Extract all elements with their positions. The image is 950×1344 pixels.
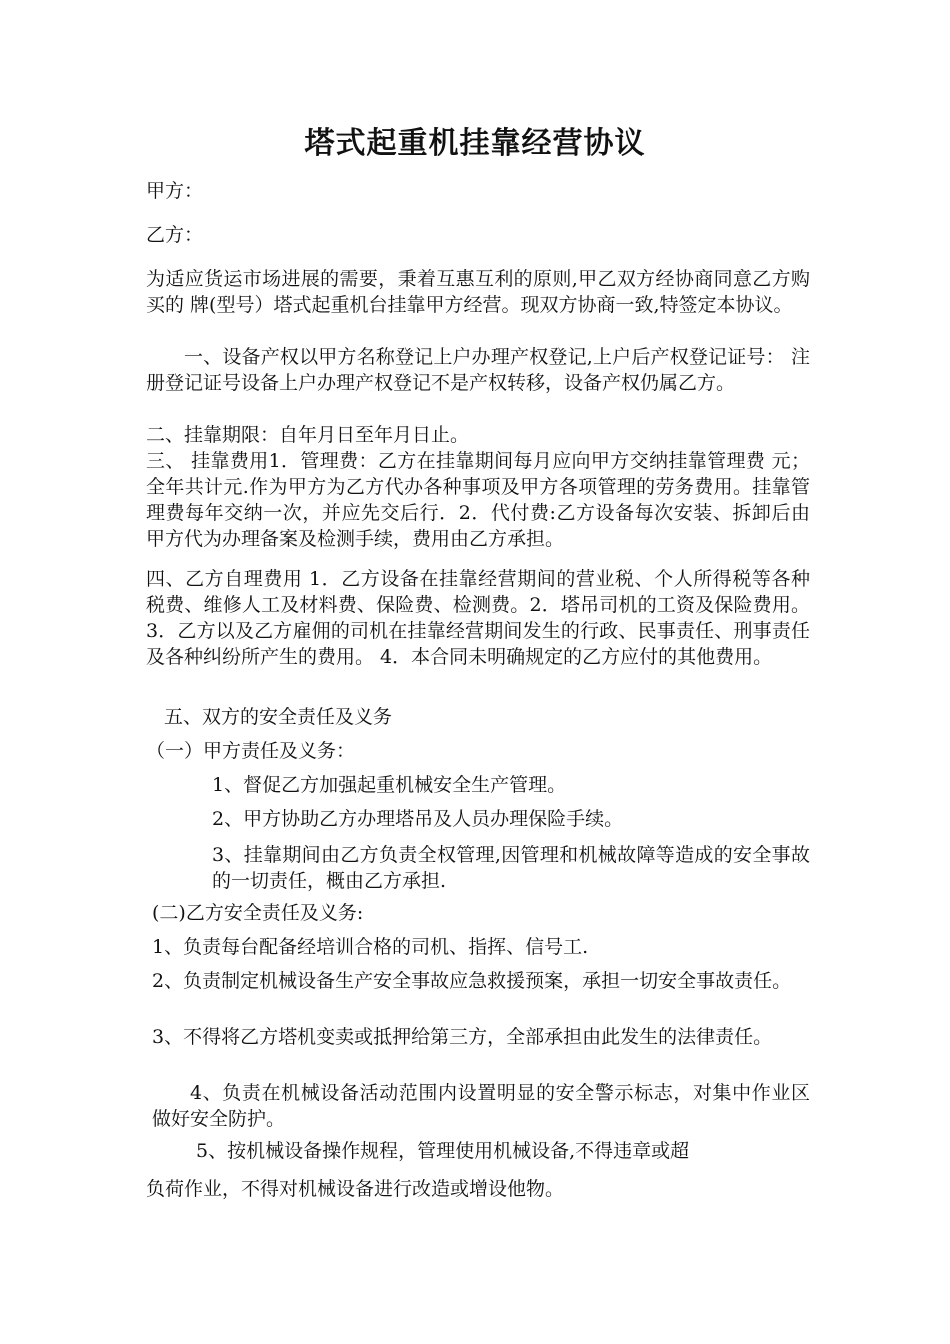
section-party-b-duties: (二)乙方安全责任及义务: [152, 902, 364, 924]
clause-3: 三、 挂靠费用1．管理费：乙方在挂靠期间每月应向甲方交纳挂靠管理费 元；全年共计元.作为甲方为乙方代办各种事项及甲方各项管理的劳务费用。挂靠管理费每年交纳一次，并应先交后行．2．代付费:乙方设备每次安装、拆卸后由甲方代为办理备案及检测手续，费用由乙方承担。 [146, 450, 810, 550]
party-b-duty-5-line2: 负荷作业，不得对机械设备进行改造或增设他物。 [146, 1178, 565, 1200]
party-a-duty-2: 2、甲方协助乙方办理塔吊及人员办理保险手续。 [212, 808, 624, 830]
party-b-duty-3: 3、不得将乙方塔机变卖或抵押给第三方，全部承担由此发生的法律责任。 [152, 1026, 773, 1048]
party-b-duty-4: 4、负责在机械设备活动范围内设置明显的安全警示标志，对集中作业区做好安全防护。 [152, 1082, 810, 1130]
party-b-duty-5-line1: 5、按机械设备操作规程，管理使用机械设备,不得违章或超 [196, 1140, 690, 1162]
clause-4: 四、乙方自理费用 1．乙方设备在挂靠经营期间的营业税、个人所得税等各种税费、维修人工及材料费、保险费、检测费。2．塔吊司机的工资及保险费用。 3．乙方以及乙方雇佣的司机在挂靠经营期间发生的行政、民事责任、刑事责任及各种纠纷所产生的费用。 4．本合同未明确规定的乙方应付的其他费用。 [146, 568, 810, 668]
party-a-label: 甲方： [146, 180, 204, 202]
party-a-duty-1: 1、督促乙方加强起重机械安全生产管理。 [212, 774, 567, 796]
party-a-duty-3: 3、挂靠期间由乙方负责全权管理,因管理和机械故障等造成的安全事故的一切责任，概由乙方承担. [212, 844, 810, 892]
party-b-duty-1: 1、负责每台配备经培训合格的司机、指挥、信号工. [152, 936, 589, 958]
section-party-a-duties: （一）甲方责任及义务： [146, 740, 356, 762]
party-b-label: 乙方： [146, 224, 204, 246]
clause-2: 二、挂靠期限：自年月日至年月日止。 [146, 424, 470, 446]
clause-5-title: 五、双方的安全责任及义务 [164, 706, 393, 728]
intro-paragraph: 为适应货运市场进展的需要，秉着互惠互利的原则,甲乙双方经协商同意乙方购买的 牌(型号）塔式起重机台挂靠甲方经营。现双方协商一致,特签定本协议。 [146, 268, 810, 316]
clause-1: 一、设备产权以甲方名称登记上户办理产权登记,上户后产权登记证号： 注册登记证号设备上户办理产权登记不是产权转移，设备产权仍属乙方。 [146, 346, 810, 394]
document-title: 塔式起重机挂靠经营协议 [304, 126, 646, 161]
party-b-duty-2: 2、负责制定机械设备生产安全事故应急救援预案，承担一切安全事故责任。 [152, 970, 792, 992]
